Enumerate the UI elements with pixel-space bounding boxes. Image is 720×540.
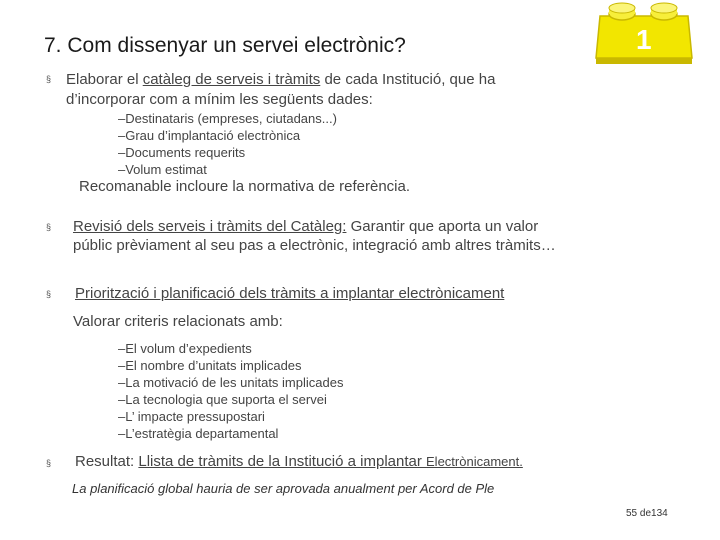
result-link[interactable] [138,453,522,470]
bullet-3-line-1 [75,284,504,304]
bullet-2-line-2: públic prèviament al seu pas a electrònic, integració amb altres tràmits… [73,237,556,254]
list-item: –La tecnologia que suporta el servei [118,392,327,407]
list-item: –Documents requerits [118,145,246,160]
list-item: –Grau d’implantació electrònica [118,128,301,143]
bullet-1-lead: Elaborar el [66,71,143,88]
criteria-list [118,340,343,442]
brick-logo-icon [592,2,698,66]
prioritization-link[interactable]: Priorització i planificació dels tràmits a implantar electrònicament [75,285,505,302]
revision-link[interactable]: Revisió dels serveis i tràmits del Catàleg: [73,218,347,235]
page-title: 7. Com dissenyar un servei electrònic? [44,34,406,57]
data-items-list [118,110,337,178]
bullet-icon: § [46,289,52,299]
page-number: 55 de134 [626,508,668,519]
list-item: –Volum estimat [118,162,207,177]
bullet-2-line-1 [73,217,538,237]
bullet-4-line-1 [75,452,523,472]
closing-note: La planificació global hauria de ser aprovada anualment per Acord de Ple [72,481,495,496]
bullet-icon: § [46,222,52,232]
bullet-4-lead: Resultat: [75,453,139,470]
list-item: –La motivació de les unitats implicades [118,375,344,390]
result-link-text: Llista de tràmits de la Institució a implantar [138,453,427,470]
bullet-1-rest: de cada Institució, que ha [320,71,496,88]
bullet-1-line-2: d’incorporar com a mínim les següents dades: [66,91,373,108]
list-item: –El volum d’expedients [118,341,252,356]
criteria-intro: Valorar criteris relacionats amb: [73,313,283,330]
bullet-icon: § [46,74,52,84]
result-link-small: Electrònicament. [426,454,523,469]
list-item: –L’ impacte pressupostari [118,409,265,424]
bullet-icon: § [46,458,52,468]
list-item: –El nombre d’unitats implicades [118,358,302,373]
recommendation-text: Recomanable incloure la normativa de referència. [79,178,411,195]
list-item: –Destinataris (empreses, ciutadans...) [118,111,337,126]
catalog-link[interactable]: catàleg de serveis i tràmits [142,71,321,88]
bullet-1-line-1 [66,70,495,90]
bullet-2-rest: Garantir que aporta un valor [346,218,539,235]
list-item: –L’estratègia departamental [118,426,279,441]
logo-number: 1 [636,24,652,55]
